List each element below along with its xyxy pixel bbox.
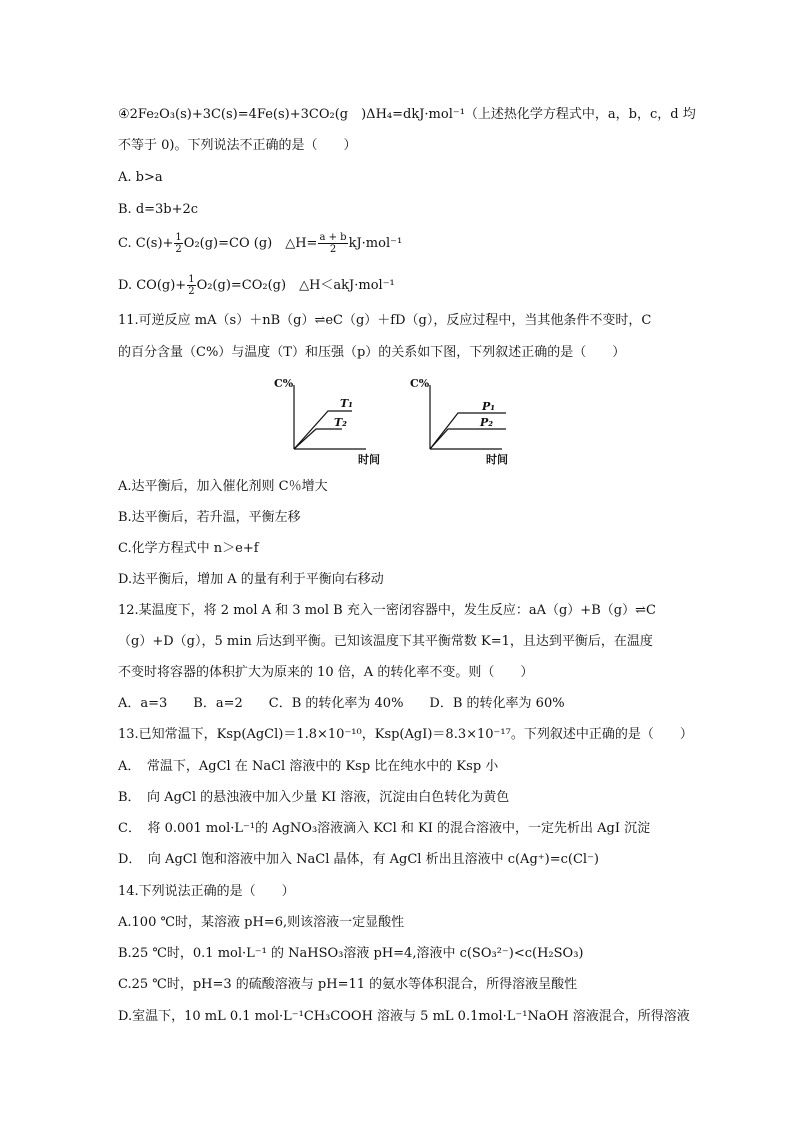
q12-options: A．a=3 B．a=2 C．B 的转化率为 40% D．B 的转化率为 60% (118, 696, 565, 711)
q13-option-c: C． 将 0.001 mol·L⁻¹的 AgNO₃溶液滴入 KCl 和 KI 的混合溶液中，一定先析出 AgI 沉淀 (118, 821, 651, 836)
q12-stem-line2: （g）+D（g），5 min 后达到平衡。已知该温度下其平衡常数 K=1，且达到平衡后，在温度 (118, 634, 653, 649)
q13-stem: 13.已知常温下，Ksp(AgCl)＝1.8×10⁻¹⁰，Ksp(AgI)＝8.3×10⁻¹⁷。下列叙述中正确的是（ ） (118, 727, 693, 742)
x-axis-label: 时间 (486, 453, 508, 466)
series-label-p1: P₁ (482, 400, 496, 413)
q11-charts-svg (270, 373, 530, 469)
pressure-chart (410, 377, 508, 466)
series-label-p2: P₂ (480, 416, 494, 429)
x-axis-label: 时间 (358, 453, 380, 466)
q13-option-a: A． 常温下，AgCl 在 NaCl 溶液中的 Ksp 比在纯水中的 Ksp 小 (118, 759, 499, 774)
q14-option-d: D.室温下，10 mL 0.1 mol·L⁻¹CH₃COOH 溶液与 5 mL 0.1mol·L⁻¹NaOH 溶液混合，所得溶液 (118, 1009, 690, 1024)
y-axis-label: C% (410, 377, 430, 390)
q11-stem-line2: 的百分含量（C%）与温度（T）和压强（p）的关系如下图，下列叙述正确的是（ ） (118, 345, 626, 360)
option-c-prefix: C. C(s)+ (118, 236, 174, 251)
option-c-suffix: kJ·mol⁻¹ (348, 236, 403, 251)
option-c-mid: O₂(g)=CO (g) △H= (183, 236, 318, 251)
q10-stem-line2: 不等于 0)。下列说法不正确的是（ ） (118, 138, 357, 153)
q11-stem-line1: 11.可逆反应 mA（s）＋nB（g）⇌eC（g）＋fD（g），反应过程中，当其他条件不变时，C (118, 313, 652, 328)
fraction-a-plus-b: $\frac{a + b}{2}$ (319, 232, 347, 255)
q10-option-b: B. d=3b+2c (118, 202, 199, 217)
series-p1 (430, 413, 506, 449)
q10-option-d (118, 274, 395, 297)
q12-stem-line3: 不变时将容器的体积扩大为原来的 10 倍，A 的转化率不变。则（ ） (118, 665, 534, 680)
q11-option-b: B.达平衡后，若升温，平衡左移 (118, 510, 301, 525)
q14-option-c: C.25 ℃时，pH=3 的硫酸溶液与 pH=11 的氨水等体积混合，所得溶液呈酸性 (118, 977, 578, 992)
q11-option-d: D.达平衡后，增加 A 的量有利于平衡向右移动 (118, 572, 384, 587)
option-d-prefix: D. CO(g)+ (118, 278, 187, 293)
q11-option-a: A.达平衡后，加入催化剂则 C％增大 (118, 479, 328, 494)
option-d-suffix: O₂(g)=CO₂(g) △H＜akJ·mol⁻¹ (196, 278, 395, 293)
q14-stem: 14.下列说法正确的是（ ） (118, 884, 295, 899)
q14-option-a: A.100 ℃时，某溶液 pH=6,则该溶液一定显酸性 (118, 915, 405, 930)
q10-option-c (118, 232, 402, 255)
q10-option-a: A. b>a (118, 170, 163, 185)
series-p2 (430, 429, 506, 449)
q13-option-b: B． 向 AgCl 的悬浊液中加入少量 KI 溶液，沉淀由白色转化为黄色 (118, 790, 510, 805)
y-axis-label: C% (274, 377, 294, 390)
series-label-t2: T₂ (334, 416, 348, 429)
q10-option4-line1: ④2Fe₂O₃(s)+3C(s)=4Fe(s)+3CO₂(g )ΔH₄=dkJ·mol⁻¹（上述热化学方程式中，a，b，c，d 均 (118, 107, 696, 122)
series-label-t1: T₁ (340, 397, 354, 410)
q13-option-d: D． 向 AgCl 饱和溶液中加入 NaCl 晶体，有 AgCl 析出且溶液中 c(Ag⁺)=c(Cl⁻) (118, 852, 599, 867)
fraction-half: $\frac{1}{2}$ (175, 232, 182, 255)
q11-figures (270, 373, 530, 473)
series-t2 (294, 429, 342, 449)
q14-option-b: B.25 ℃时，0.1 mol·L⁻¹ 的 NaHSO₃溶液 pH=4,溶液中 c(SO₃²⁻)<c(H₂SO₃) (118, 946, 584, 961)
fraction-half: $\frac{1}{2}$ (188, 274, 195, 297)
q12-stem-line1: 12.某温度下，将 2 mol A 和 3 mol B 充入一密闭容器中，发生反应：aA（g）+B（g）⇌C (118, 603, 656, 618)
q11-option-c: C.化学方程式中 n＞e+f (118, 541, 259, 556)
temperature-chart (274, 377, 380, 466)
